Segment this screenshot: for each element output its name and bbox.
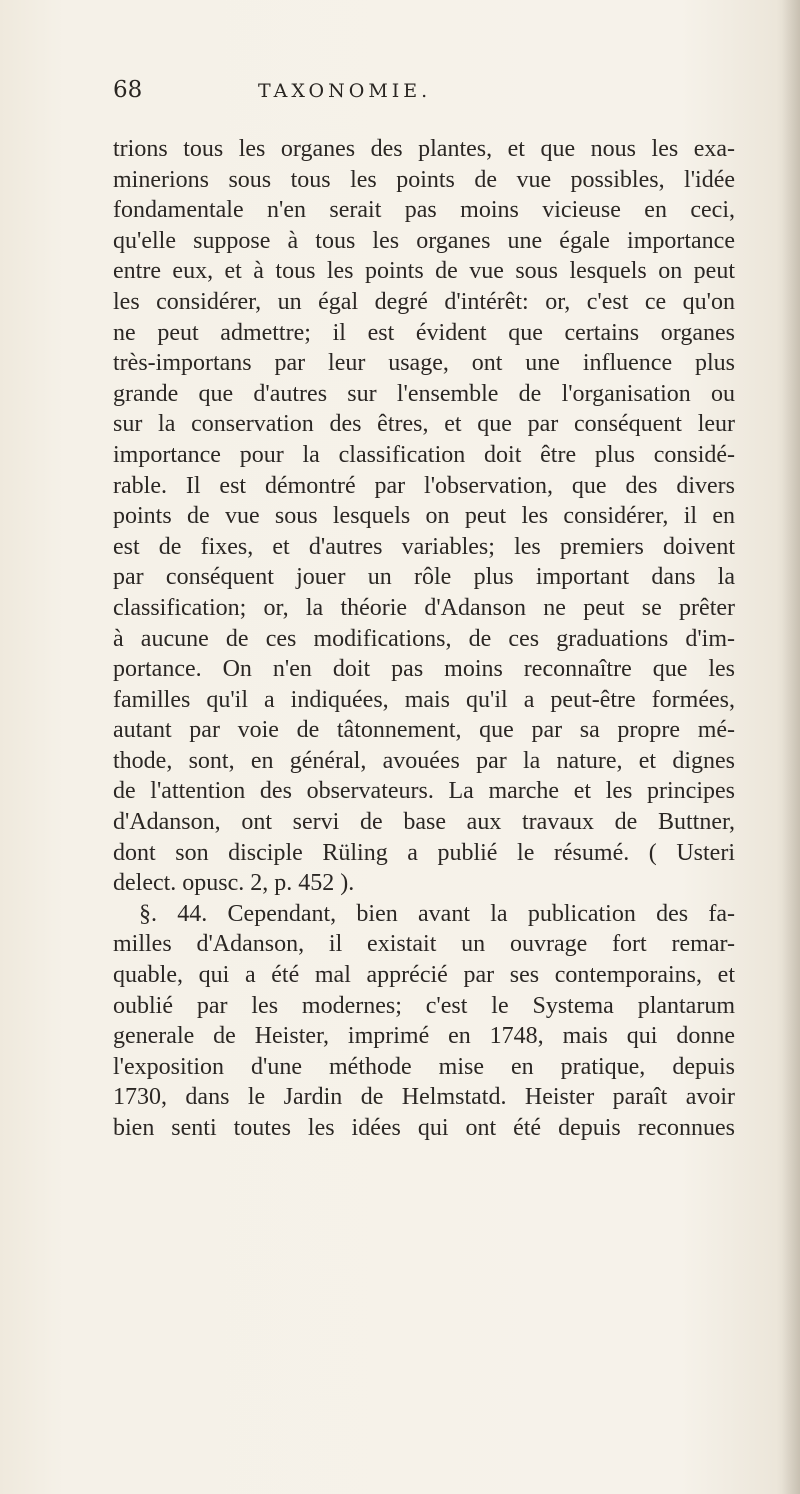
text-line: sur la conservation des êtres, et que par conséquent leur bbox=[113, 411, 735, 438]
section-44-start: §. 44. Cependant, bien avant la publication des fa- bbox=[139, 900, 735, 927]
text-line: rable. Il est démontré par l'observation, que des divers bbox=[113, 472, 735, 499]
text-line: classification; or, la théorie d'Adanson ne peut se prêter bbox=[113, 594, 735, 621]
text-line: points de vue sous lesquels on peut les considérer, il en bbox=[113, 503, 735, 530]
text-line: generale de Heister, imprimé en 1748, mais qui donne bbox=[113, 1023, 735, 1050]
text-line: trions tous les organes des plantes, et que nous les exa- bbox=[113, 136, 735, 162]
text-line: familles qu'il a indiquées, mais qu'il a peut-être formées, bbox=[113, 686, 735, 713]
text-line: oublié par les modernes; c'est le Systema plantarum bbox=[113, 992, 735, 1019]
text-line: importance pour la classification doit être plus considé- bbox=[113, 441, 735, 468]
text-line: 1730, dans le Jardin de Helmstatd. Heister paraît avoir bbox=[113, 1084, 735, 1111]
text-line: qu'elle suppose à tous les organes une égale importance bbox=[113, 227, 735, 254]
text-line: par conséquent jouer un rôle plus important dans la bbox=[113, 564, 735, 591]
text-line: à aucune de ces modifications, de ces graduations d'im- bbox=[113, 625, 735, 652]
page-header bbox=[113, 77, 733, 117]
text-line: delect. opusc. 2, p. 452 ). bbox=[113, 870, 355, 897]
text-line: milles d'Adanson, il existait un ouvrage fort remar- bbox=[113, 931, 735, 958]
running-title: TAXONOMIE. bbox=[258, 80, 432, 102]
text-line: l'exposition d'une méthode mise en pratique, depuis bbox=[113, 1053, 735, 1080]
body-text bbox=[113, 134, 735, 1144]
text-line: entre eux, et à tous les points de vue sous lesquels on peut bbox=[113, 258, 735, 285]
text-line: est de fixes, et d'autres variables; les premiers doivent bbox=[113, 533, 735, 560]
text-line: d'Adanson, ont servi de base aux travaux de Buttner, bbox=[113, 809, 735, 836]
text-line: de l'attention des observateurs. La marche et les principes bbox=[113, 778, 735, 805]
text-line: ne peut admettre; il est évident que certains organes bbox=[113, 319, 735, 346]
page-number: 68 bbox=[113, 77, 143, 103]
text-line: très-importans par leur usage, ont une influence plus bbox=[113, 350, 735, 377]
text-line: les considérer, un égal degré d'intérêt: or, c'est ce qu'on bbox=[113, 288, 735, 315]
text-line: quable, qui a été mal apprécié par ses contemporains, et bbox=[113, 962, 735, 989]
text-line: thode, sont, en général, avouées par la nature, et dignes bbox=[113, 747, 735, 774]
text-line: bien senti toutes les idées qui ont été depuis reconnues bbox=[113, 1115, 735, 1141]
page-edge-shadow bbox=[782, 0, 800, 1494]
text-line: fondamentale n'en serait pas moins vicieuse en ceci, bbox=[113, 197, 735, 224]
text-line: autant par voie de tâtonnement, que par sa propre mé- bbox=[113, 717, 735, 744]
text-line: portance. On n'en doit pas moins reconnaître que les bbox=[113, 656, 735, 683]
text-line: dont son disciple Rüling a publié le résumé. ( Usteri bbox=[113, 839, 735, 866]
text-line: grande que d'autres sur l'ensemble de l'organisation ou bbox=[113, 380, 735, 407]
text-line: minerions sous tous les points de vue possibles, l'idée bbox=[113, 166, 735, 193]
